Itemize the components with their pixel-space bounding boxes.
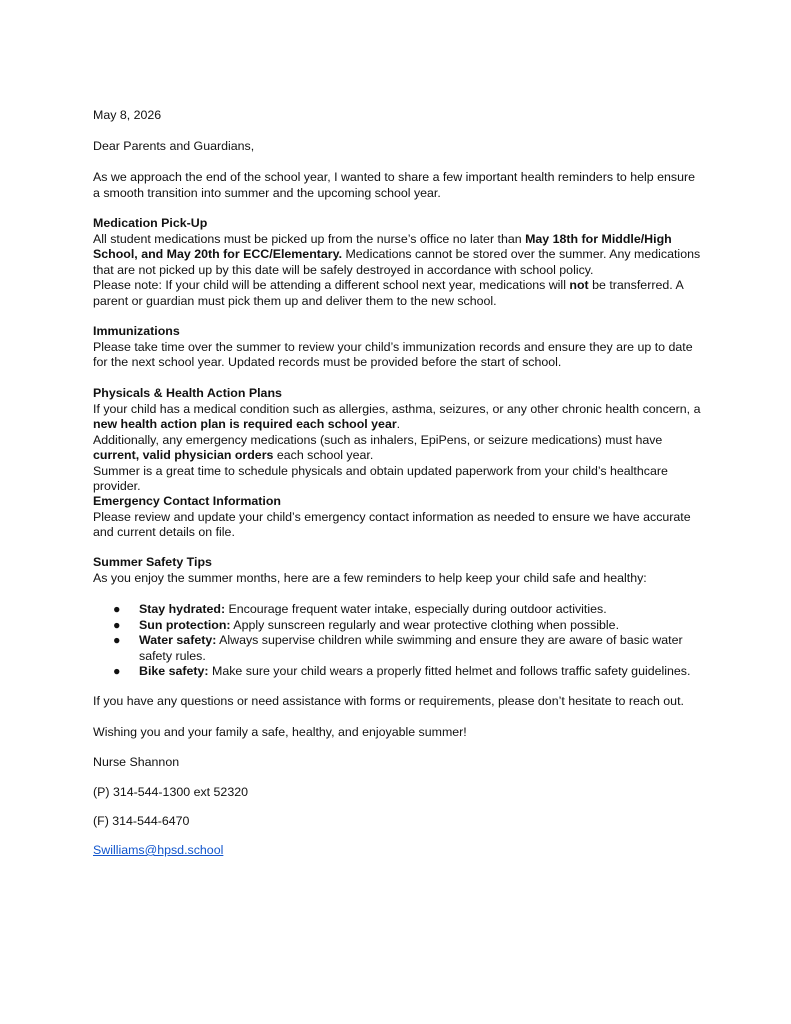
medication-paragraph-2 [93,278,703,309]
safety-intro: As you enjoy the summer months, here are a few reminders to help keep your child safe and healthy: [93,570,647,585]
signature: Nurse Shannon [93,755,180,769]
letter-date: May 8, 2026 [93,108,162,122]
physicals-text-1b: . [396,417,401,431]
list-item [93,602,703,618]
tip-label: Sun protection: [139,617,231,632]
list-item [93,664,703,680]
physicals-section [93,386,703,495]
physicals-heading: Physicals & Health Action Plans [93,386,282,400]
fax-number: (F) 314-544-6470 [93,814,190,828]
safety-section [93,555,703,586]
physicals-paragraph-2 [93,433,703,464]
tip-text: Encourage frequent water intake, especially during outdoor activities. [225,602,607,616]
emergency-heading: Emergency Contact Information [93,494,281,508]
bullet-icon: ● [113,664,121,678]
physicals-paragraph-1 [93,402,703,433]
medication-text-2a: Please note: If your child will be attending a different school next year, medications will [93,278,570,292]
tip-text: Always supervise children while swimming and ensure they are aware of basic water safety rules. [139,633,683,663]
questions-paragraph: If you have any questions or need assistance with forms or requirements, please don’t hesitate to reach out. [93,694,684,708]
physicals-paragraph-3: Summer is a great time to schedule physicals and obtain updated paperwork from your child’s healthcare provider. [93,463,668,493]
medication-text-1b: Medications cannot be stored over the summer. Any medications that are not picked up by this date will be safely destroyed in accordance with school policy. [93,247,701,277]
tip-text: Make sure your child wears a properly fitted helmet and follows traffic safety guidelines. [208,664,691,678]
email-link[interactable]: Swilliams@hpsd.school [93,843,224,857]
physicals-orders: current, valid physician orders [93,448,274,462]
intro-paragraph: As we approach the end of the school year, I wanted to share a few important health reminders to help ensure a smooth transition into summer and the upcoming school year. [93,170,695,200]
tip-label: Bike safety: [139,664,209,678]
tip-label: Water safety: [139,633,217,647]
immunizations-heading: Immunizations [93,324,180,338]
tip-label: Stay hydrated: [139,602,226,616]
immunizations-text: Please take time over the summer to review your child’s immunization records and ensure they are up to date for the next school year. Updated records must be provided before the start of school. [93,339,693,369]
physicals-text-2b: each school year. [273,448,374,462]
physicals-text-2a: Additionally, any emergency medications (such as inhalers, EpiPens, or seizure medications) must have [93,432,663,447]
medication-text-2b: be transferred. A parent or guardian must pick them up and deliver them to the new school. [93,278,684,308]
physicals-text-1a: If your child has a medical condition such as allergies, asthma, seizures, or any other chronic health concern, a [93,401,701,416]
email-line [93,843,703,859]
medication-text-1a: All student medications must be picked up from the nurse’s office no later than [93,231,526,246]
list-item [93,618,703,634]
safety-tips-list [93,602,703,680]
safety-heading: Summer Safety Tips [93,555,212,569]
medication-deadline: May 18th for Middle/High School, and May 20th for ECC/Elementary. [93,231,672,261]
medication-not: not [569,278,589,292]
medication-section [93,216,703,309]
closing-paragraph: Wishing you and your family a safe, healthy, and enjoyable summer! [93,725,467,739]
tip-text: Apply sunscreen regularly and wear protective clothing when possible. [230,617,620,632]
bullet-icon: ● [113,617,121,632]
medication-paragraph-1 [93,232,703,279]
emergency-section [93,494,703,541]
physicals-action-plan: new health action plan is required each school year [93,417,397,431]
phone-number: (P) 314-544-1300 ext 52320 [93,785,248,799]
list-item [93,633,703,664]
bullet-icon: ● [113,602,121,616]
medication-heading: Medication Pick-Up [93,216,208,230]
greeting: Dear Parents and Guardians, [93,139,255,153]
emergency-text: Please review and update your child’s emergency contact information as needed to ensure we have accurate and current details on file. [93,509,691,539]
immunizations-section [93,324,703,371]
bullet-icon: ● [113,633,121,647]
